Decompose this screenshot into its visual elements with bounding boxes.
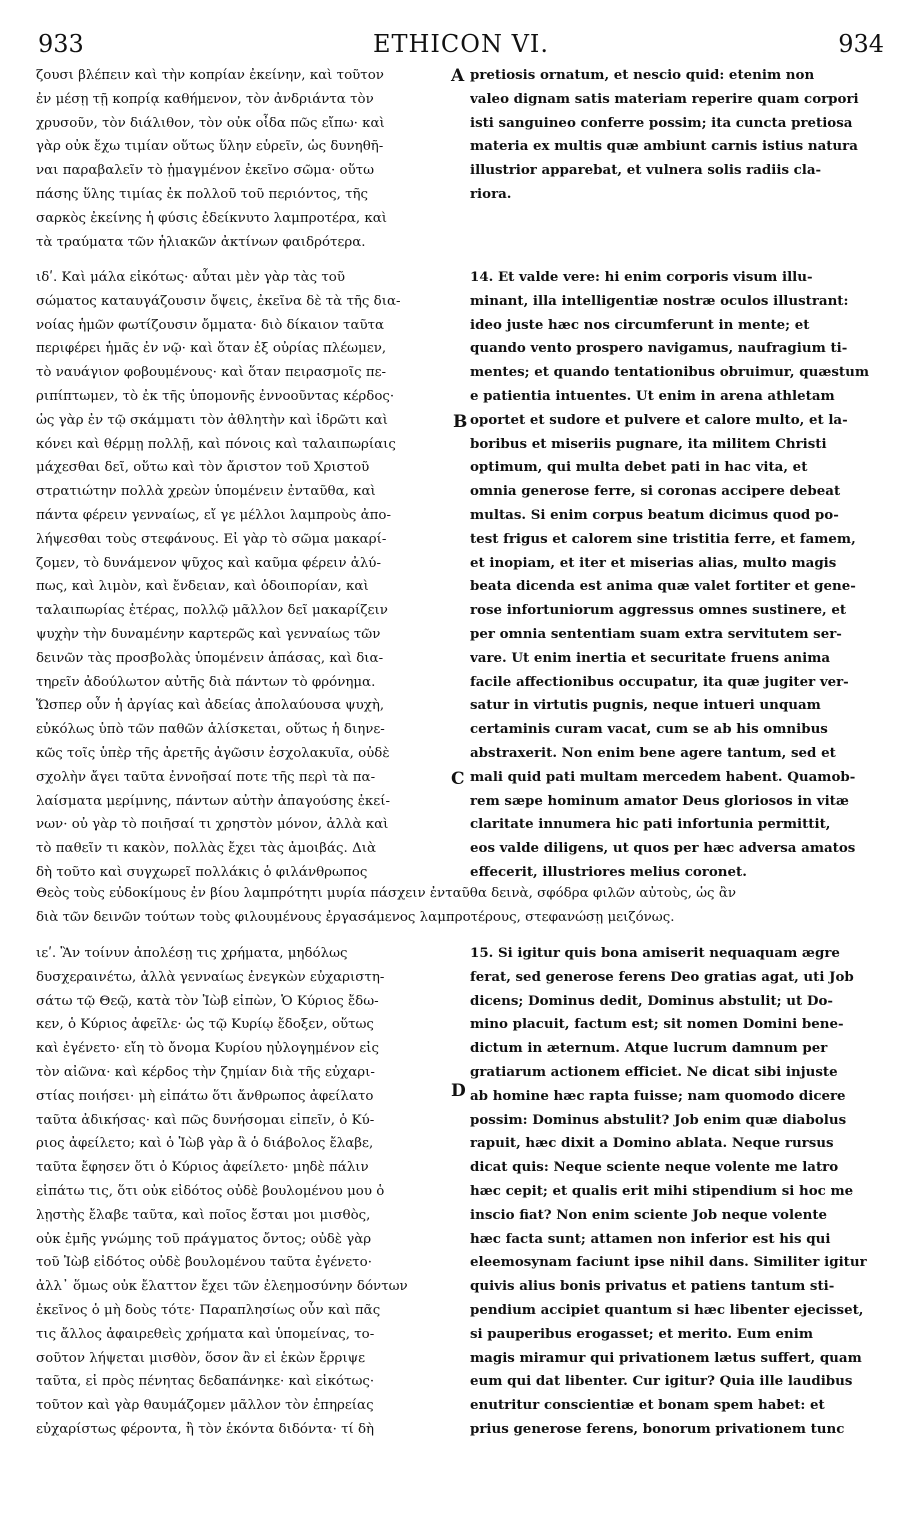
running-title: ETHICON VI. bbox=[372, 30, 550, 58]
text-line: quando vento prospero navigamus, naufragium ti- bbox=[470, 340, 848, 357]
text-line: 15. Si igitur quis bona amiserit nequaquam ægre bbox=[470, 945, 840, 961]
text-line: γὰρ οὐκ ἔχω τιμίαν οὕτως ὕλην εὑρεῖν, ὡς δυνηθῆ- bbox=[36, 139, 384, 155]
text-line: prius generose ferens, bonorum privationem tunc bbox=[470, 1420, 845, 1437]
greek-column-block-3 bbox=[36, 942, 466, 1442]
text-line: εἰπάτω τις, ὅτι οὐκ εἰδότος οὐδὲ βουλομένου μου ὁ bbox=[36, 1183, 385, 1199]
text-line: δυσχεραινέτω, ἀλλὰ γενναίως ἐνεγκὼν εὐχαριστη- bbox=[36, 969, 385, 985]
text-line: riora. bbox=[470, 185, 512, 202]
text-line: abstraxerit. Non enim bene agere tantum, sed et bbox=[470, 744, 836, 761]
margin-marker-a: A bbox=[451, 66, 465, 86]
text-line: ab homine hæc rapta fuisse; nam quomodo dicere bbox=[470, 1087, 846, 1104]
text-line: mali quid pati multam mercedem habent. Quamob- bbox=[470, 768, 856, 785]
text-line: oportet et sudore et pulvere et calore multo, et la- bbox=[470, 411, 848, 428]
text-line: facile affectionibus occupatur, ita quæ jugiter ver- bbox=[470, 673, 849, 690]
text-line: dicat quis: Neque sciente neque volente me latro bbox=[470, 1159, 839, 1176]
text-line: πως, καὶ λιμὸν, καὶ ἔνδειαν, καὶ ὁδοιπορίαν, καὶ bbox=[36, 579, 369, 595]
text-line: ζουσι βλέπειν καὶ τὴν κοπρίαν ἐκείνην, καὶ τοῦτον bbox=[36, 68, 384, 83]
text-line: 14. Et valde vere: hi enim corporis visum illu- bbox=[470, 269, 813, 285]
text-line: dicens; Dominus dedit, Dominus abstulit; ut Do- bbox=[470, 992, 833, 1009]
text-line: mino placuit, factum est; sit nomen Domini bene- bbox=[470, 1016, 844, 1033]
text-line: νοίας ἡμῶν φωτίζουσιν ὄμματα· διὸ δίκαιον ταῦτα bbox=[36, 317, 385, 333]
text-line: τὸν αἰῶνα· καὶ κέρδος τὴν ζημίαν διὰ τῆς εὐχαρι- bbox=[36, 1064, 375, 1080]
text-line: ζομεν, τὸ δυνάμενον ψῦχος καὶ καῦμα φέρειν ἀλύ- bbox=[36, 555, 381, 571]
text-line: δὴ τοῦτο καὶ συγχωρεῖ πολλάκις ὁ φιλάνθρωπος bbox=[36, 864, 368, 880]
text-line: et inopiam, et iter et miserias alias, multo magis bbox=[470, 554, 837, 571]
text-line: isti sanguineo conferre possim; ita cuncta pretiosa bbox=[470, 114, 853, 131]
text-line: σώματος καταυγάζουσιν ὄψεις, ἐκεῖνα δὲ τὰ τῆς δια- bbox=[36, 293, 401, 309]
text-line: στίας ποιήσει· μὴ εἰπάτω ὅτι ἄνθρωπος ἀφείλατο bbox=[36, 1088, 374, 1104]
text-line: boribus et miseriis pugnare, ita militem Christi bbox=[470, 435, 827, 452]
text-line: κῶς τοῖς ὑπὲρ τῆς ἀρετῆς ἀγῶσιν ἐσχολακυῖα, οὐδὲ bbox=[36, 745, 390, 761]
text-line: Ὥσπερ οὖν ἡ ἀργίας καὶ ἀδείας ἀπολαύουσα ψυχὴ, bbox=[36, 698, 385, 714]
text-line: ριπίπτωμεν, τὸ ἐκ τῆς ὑπομονῆς ἐννοοῦντας κέρδος· bbox=[36, 388, 395, 404]
text-line: enutritur conscientiæ et bonam spem habet: et bbox=[470, 1397, 825, 1414]
text-line: dictum in æternum. Atque lucrum damnum per bbox=[470, 1040, 828, 1057]
text-line: e patientia intuentes. Ut enim in arena athletam bbox=[470, 387, 835, 404]
text-line: ἀλλ᾽ ὅμως οὐκ ἔλαττον ἔχει τῶν ἐλεημοσύνην δόντων bbox=[36, 1279, 408, 1295]
text-line: eleemosynam faciunt ipse nihil dans. Similiter igitur bbox=[470, 1254, 867, 1271]
text-line: magis miramur qui privationem lætus suffert, quam bbox=[470, 1349, 862, 1366]
text-line: πάσης ὕλης τιμίας ἐκ πολλοῦ τοῦ περιόντος, τῆς bbox=[36, 186, 369, 202]
text-line: ριος ἀφείλετο; καὶ ὁ Ἰὼβ γὰρ ἃ ὁ διάβολος ἔλαβε, bbox=[36, 1136, 374, 1152]
text-line: οὐκ ἐμῆς γνώμης τοῦ πράγματος ὄντος; οὐδὲ γὰρ bbox=[36, 1231, 372, 1247]
text-line: illustrior apparebat, et vulnera solis radiis cla- bbox=[470, 162, 822, 179]
text-line: περιφέρει ἡμᾶς ἐν νῷ· καὶ ὅταν ἐξ οὐρίας πλέωμεν, bbox=[36, 341, 387, 357]
text-line: effecerit, illustriores melius coronet. bbox=[470, 863, 747, 880]
text-line: ταῦτα ἀδικήσας· καὶ πῶς δυνήσομαι εἰπεῖν, ὁ Κύ- bbox=[36, 1112, 375, 1128]
page-header bbox=[30, 30, 892, 64]
text-line: εὐχαρίστως φέροντα, ἢ τὸν ἑκόντα διδόντα· τί δὴ bbox=[36, 1421, 375, 1437]
text-line: ναι παραβαλεῖν τὸ ᾑμαγμένον ἐκεῖνο σῶμα· οὕτω bbox=[36, 163, 375, 179]
text-line: valeo dignam satis materiam reperire quam corpori bbox=[470, 90, 859, 107]
text-line: ideo juste hæc nos circumferunt in mente; et bbox=[470, 316, 810, 333]
text-line: ψυχὴν τὴν δυναμένην καρτερῶς καὶ γενναίως τῶν bbox=[36, 626, 381, 642]
text-line: τὰ τραύματα τῶν ἡλιακῶν ἀκτίνων φαιδρότερα. bbox=[36, 234, 366, 250]
text-line: τοῦ Ἰὼβ εἰδότος οὐδὲ βουλομένου ταῦτα ἐγένετο· bbox=[36, 1255, 372, 1271]
text-line: satur in virtutis pugnis, neque intueri unquam bbox=[470, 697, 821, 714]
text-line: πάντα φέρειν γενναίως, εἴ γε μέλλοι λαμπροὺς ἀπο- bbox=[36, 507, 392, 523]
text-line: possim: Dominus abstulit? Job enim quæ diabolus bbox=[470, 1111, 847, 1128]
text-line: λαίσματα μερίμνης, πάντων αὐτὴν ἀπαγούσης ἐκεί- bbox=[36, 793, 391, 809]
text-line: mentes; et quando tentationibus obruimur, quæstum bbox=[470, 364, 869, 381]
text-line: gratiarum actionem efficiet. Ne dicat sibi injuste bbox=[470, 1063, 838, 1080]
text-line: quivis alius bonis privatus et patiens tantum sti- bbox=[470, 1278, 835, 1295]
margin-marker-b: B bbox=[453, 412, 468, 432]
text-line: ταῦτα, εἰ πρὸς πένητας δεδαπάνηκε· καὶ εἰκότως· bbox=[36, 1374, 375, 1390]
text-line: rose infortuniorum aggressus omnes sustinere, et bbox=[470, 602, 847, 619]
text-line: κεν, ὁ Κύριος ἀφεῖλε· ὡς τῷ Κυρίῳ ἔδοξεν, οὕτως bbox=[36, 1017, 374, 1033]
text-line: σοῦτον λήψεται μισθὸν, ὅσον ἂν εἰ ἑκὼν ἔρριψε bbox=[36, 1350, 366, 1366]
text-line: rapuit, hæc dixit a Domino ablata. Neque rursus bbox=[470, 1135, 834, 1152]
text-line: δεινῶν τὰς προσβολὰς ὑπομένειν ἁπάσας, καὶ δια- bbox=[36, 650, 384, 666]
text-line: ιεʹ. Ἂν τοίνυν ἀπολέσῃ τις χρήματα, μηδόλως bbox=[36, 946, 348, 961]
latin-column-block-2 bbox=[470, 266, 890, 885]
text-line: ferat, sed generose ferens Deo gratias agat, uti Job bbox=[470, 968, 854, 985]
text-line: pretiosis ornatum, et nescio quid: etenim non bbox=[470, 67, 815, 83]
text-line: εὐκόλως ὑπὸ τῶν παθῶν ἁλίσκεται, οὕτως ἡ διηνε- bbox=[36, 722, 385, 738]
text-line: eum qui dat libenter. Cur igitur? Quia ille laudibus bbox=[470, 1373, 853, 1390]
text-line: minant, illa intelligentiæ nostræ oculos illustrant: bbox=[470, 292, 849, 309]
text-line: multas. Si enim corpus beatum dicimus quod po- bbox=[470, 506, 839, 523]
text-line: eos valde diligens, ut quos per hæc adversa amatos bbox=[470, 840, 856, 857]
text-line: τις ἄλλος ἀφαιρεθεὶς χρήματα καὶ ὑπομείνας, το- bbox=[36, 1326, 375, 1342]
text-line: vare. Ut enim inertia et securitate fruens anima bbox=[470, 649, 831, 666]
text-line: ἐν μέσῃ τῇ κοπρίᾳ καθήμενον, τὸν ἀνδριάντα τὸν bbox=[36, 91, 374, 107]
text-line: νων· οὐ γὰρ τὸ ποιῆσαί τι χρηστὸν μόνον, ἀλλὰ καὶ bbox=[36, 817, 389, 833]
text-line: certaminis curam vacat, cum se ab his omnibus bbox=[470, 721, 828, 738]
greek-full-width-lines bbox=[36, 882, 886, 930]
greek-column-block-2 bbox=[36, 266, 466, 885]
text-line: claritate innumera hic pati infortunia permittit, bbox=[470, 816, 831, 833]
text-line: χρυσοῦν, τὸν διάλιθον, τὸν οὐκ οἶδα πῶς εἴπω· καὶ bbox=[36, 115, 385, 131]
text-line: σαρκὸς ἐκείνης ἡ φύσις ἐδείκνυτο λαμπροτέρα, καὶ bbox=[36, 210, 388, 226]
text-line: materia ex multis quæ ambiunt carnis istius natura bbox=[470, 138, 858, 155]
text-line: κόνει καὶ θέρμῃ πολλῇ, καὶ πόνοις καὶ ταλαιπωρίαις bbox=[36, 436, 396, 452]
text-line: ταῦτα ἔφησεν ὅτι ὁ Κύριος ἀφείλετο· μηδὲ πάλιν bbox=[36, 1160, 369, 1176]
text-line: test frigus et calorem sine tristitia ferre, et famem, bbox=[470, 530, 856, 547]
text-line: τοῦτον καὶ γὰρ θαυμάζομεν μᾶλλον τὸν ἐπηρείας bbox=[36, 1398, 374, 1414]
text-line: per omnia sententiam suam extra servitutem ser- bbox=[470, 625, 842, 642]
text-line: hæc cepit; et qualis erit mihi stipendium si hoc me bbox=[470, 1182, 854, 1199]
text-line: σχολὴν ἄγει ταῦτα ἐννοῆσαί ποτε τῆς περὶ τὰ πα- bbox=[36, 769, 376, 785]
text-line: καὶ ἐγένετο· εἴη τὸ ὄνομα Κυρίου ηὐλογημένον εἰς bbox=[36, 1041, 379, 1057]
text-line: hæc facta sunt; attamen non inferior est his qui bbox=[470, 1230, 831, 1247]
text-line: μάχεσθαι δεῖ, οὕτω καὶ τὸν ἄριστον τοῦ Χριστοῦ bbox=[36, 460, 370, 476]
text-line: beata dicenda est anima quæ valet fortiter et gene- bbox=[470, 578, 856, 595]
text-line: λῃστὴς ἔλαβε ταῦτα, καὶ ποῖος ἔσται μοι μισθὸς, bbox=[36, 1207, 371, 1223]
text-line: ιδʹ. Καὶ μάλα εἰκότως· αὗται μὲν γὰρ τὰς τοῦ bbox=[36, 270, 346, 285]
text-line: τὸ ναυάγιον φοβουμένους· καὶ ὅταν πειρασμοῖς πε- bbox=[36, 365, 387, 381]
page-number-left: 933 bbox=[38, 30, 84, 58]
text-line: inscio fiat? Non enim sciente Job neque volente bbox=[470, 1206, 828, 1223]
latin-column-block-1 bbox=[470, 64, 890, 207]
margin-marker-d: D bbox=[451, 1081, 466, 1101]
text-line: rem sæpe hominum amator Deus gloriosos in vitæ bbox=[470, 792, 849, 809]
text-line: pendium accipiet quantum si hæc libenter ejecisset, bbox=[470, 1301, 864, 1318]
text-line: optimum, qui multa debet pati in hac vita, et bbox=[470, 459, 808, 476]
text-line: σάτω τῷ Θεῷ, κατὰ τὸν Ἰὼβ εἰπὼν, Ὁ Κύριος ἔδω- bbox=[36, 993, 379, 1009]
margin-marker-c: C bbox=[451, 769, 465, 789]
text-line: διὰ τῶν δεινῶν τούτων τοὺς φιλουμένους ἐργασάμενος λαμπροτέρους, στεφανώσῃ μειζόνως. bbox=[36, 909, 675, 925]
text-line: στρατιώτην πολλὰ χρεὼν ὑπομένειν ἐνταῦθα, καὶ bbox=[36, 484, 376, 500]
text-line: τηρεῖν ἀδούλωτον αὐτῆς διὰ πάντων τὸ φρόνημα. bbox=[36, 674, 376, 690]
text-line: si pauperibus erogasset; et merito. Eum enim bbox=[470, 1325, 814, 1342]
text-line: τὸ παθεῖν τι κακὸν, πολλὰς ἔχει τὰς ἀμοιβάς. Διὰ bbox=[36, 841, 377, 857]
text-line: ἐκεῖνος ὁ μὴ δοὺς τότε· Παραπλησίως οὖν καὶ πᾶς bbox=[36, 1302, 381, 1318]
greek-column-block-1 bbox=[36, 64, 466, 254]
text-line: ταλαιπωρίας ἑτέρας, πολλῷ μᾶλλον δεῖ μακαρίζειν bbox=[36, 603, 388, 619]
latin-column-block-3 bbox=[470, 942, 890, 1442]
text-line: Θεὸς τοὺς εὐδοκίμους ἐν βίου λαμπρότητι μυρία πάσχειν ἐνταῦθα δεινὰ, σφόδρα φιλῶν αὐτοὺς, ὡς ἂν bbox=[36, 886, 737, 901]
text-line: ὡς γὰρ ἐν τῷ σκάμματι τὸν ἀθλητὴν καὶ ἱδρῶτι καὶ bbox=[36, 412, 388, 428]
text-line: λήψεσθαι τοὺς στεφάνους. Εἰ γὰρ τὸ σῶμα μακαρί- bbox=[36, 531, 387, 547]
text-line: omnia generose ferre, si coronas accipere debeat bbox=[470, 483, 841, 500]
page-number-right: 934 bbox=[838, 30, 884, 58]
